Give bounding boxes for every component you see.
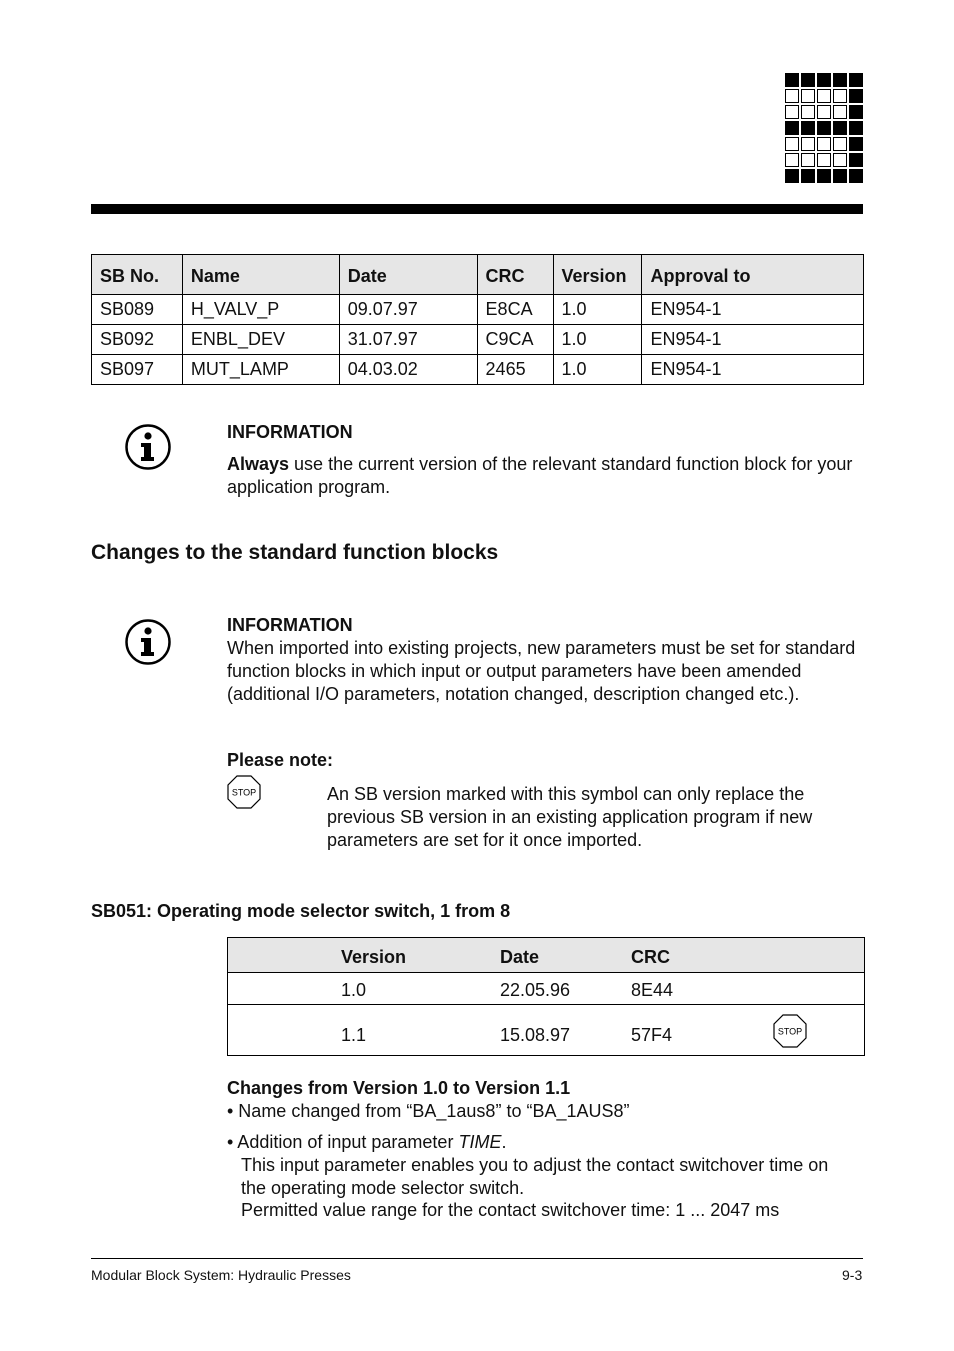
please-note-title: Please note: <box>227 750 334 770</box>
header-rule-thick <box>91 204 863 214</box>
col-header-date: Date <box>339 255 477 295</box>
table-row <box>228 973 864 1005</box>
col-header-sb-no: SB No. <box>92 255 183 295</box>
table-row <box>228 1005 864 1055</box>
sb051-table <box>227 937 865 1056</box>
cell: SB092 <box>92 325 183 355</box>
please-note-text: An SB version marked with this symbol can only replace the previous SB version in an existing application program if new parameters are set for it once imported. <box>327 784 813 850</box>
info-icon <box>124 618 172 666</box>
info1-body: use the current version of the relevant standard function block for your application program. <box>227 454 853 497</box>
company-logo <box>785 73 864 183</box>
table-row <box>92 325 864 355</box>
stop-icon-label: STOP <box>231 787 257 798</box>
change-bullet-2 <box>227 1132 506 1153</box>
cell-version: 1.1 <box>341 1025 367 1045</box>
info2-text: When imported into existing projects, new parameters must be set for standard function blocks in which input or output parameters have been amended (additional I/O parameters, notation changed, description changed etc.). <box>227 638 856 704</box>
col-header-crc: CRC <box>477 255 553 295</box>
cell: MUT_LAMP <box>182 355 339 385</box>
cell-version: 1.0 <box>341 980 367 1000</box>
col-header-date: Date <box>500 947 540 967</box>
cell: 1.0 <box>553 355 642 385</box>
info2-title: INFORMATION <box>227 615 353 635</box>
cell: EN954-1 <box>642 325 864 355</box>
cell: 1.0 <box>553 325 642 355</box>
cell: ENBL_DEV <box>182 325 339 355</box>
cell-crc: 57F4 <box>631 1025 673 1045</box>
table-header-row <box>228 938 864 973</box>
stop-icon-label: STOP <box>777 1026 803 1037</box>
stop-icon <box>773 1014 807 1048</box>
cell: 31.07.97 <box>339 325 477 355</box>
cell: 09.07.97 <box>339 295 477 325</box>
footer-rule <box>91 1258 863 1259</box>
table-header-row <box>92 255 864 295</box>
cell-crc: 8E44 <box>631 980 674 1000</box>
cell-date: 15.08.97 <box>500 1025 571 1045</box>
col-header-name: Name <box>182 255 339 295</box>
footer-title: Modular Block System: Hydraulic Presses <box>91 1267 351 1283</box>
cell: E8CA <box>477 295 553 325</box>
table-row <box>92 355 864 385</box>
cell: EN954-1 <box>642 295 864 325</box>
cell: EN954-1 <box>642 355 864 385</box>
col-header-version: Version <box>341 947 407 967</box>
change-bullet-1: • Name changed from “BA_1aus8” to “BA_1AUS8” <box>227 1101 630 1121</box>
changes-title: Changes from Version 1.0 to Version 1.1 <box>227 1078 571 1098</box>
bullet-2-prefix: • Addition of input parameter <box>227 1132 459 1152</box>
col-header-version: Version <box>553 255 642 295</box>
change-bullet-2-detail: This input parameter enables you to adjust the contact switchover time on the operating mode selector switch. <box>241 1155 829 1198</box>
sb051-title: SB051: Operating mode selector switch, 1 from 8 <box>91 901 511 921</box>
info1-lead: Always <box>227 454 290 474</box>
info-icon <box>124 423 172 471</box>
page-number: 9-3 <box>842 1267 863 1283</box>
cell: H_VALV_P <box>182 295 339 325</box>
info1-title: INFORMATION <box>227 422 353 442</box>
section-title: Changes to the standard function blocks <box>91 541 499 564</box>
stop-icon <box>227 775 261 809</box>
info1-text <box>227 453 863 499</box>
param-time: TIME <box>458 1132 502 1152</box>
cell: SB089 <box>92 295 183 325</box>
sb-version-table <box>91 254 864 385</box>
cell: SB097 <box>92 355 183 385</box>
col-header-approval: Approval to <box>642 255 864 295</box>
cell: C9CA <box>477 325 553 355</box>
cell-date: 22.05.96 <box>500 980 571 1000</box>
table-row <box>92 295 864 325</box>
cell: 04.03.02 <box>339 355 477 385</box>
cell: 2465 <box>477 355 553 385</box>
bullet-2-suffix: . <box>501 1132 507 1152</box>
change-bullet-2-range: Permitted value range for the contact switchover time: 1 ... 2047 ms <box>241 1200 780 1220</box>
cell: 1.0 <box>553 295 642 325</box>
col-header-crc: CRC <box>631 947 670 967</box>
